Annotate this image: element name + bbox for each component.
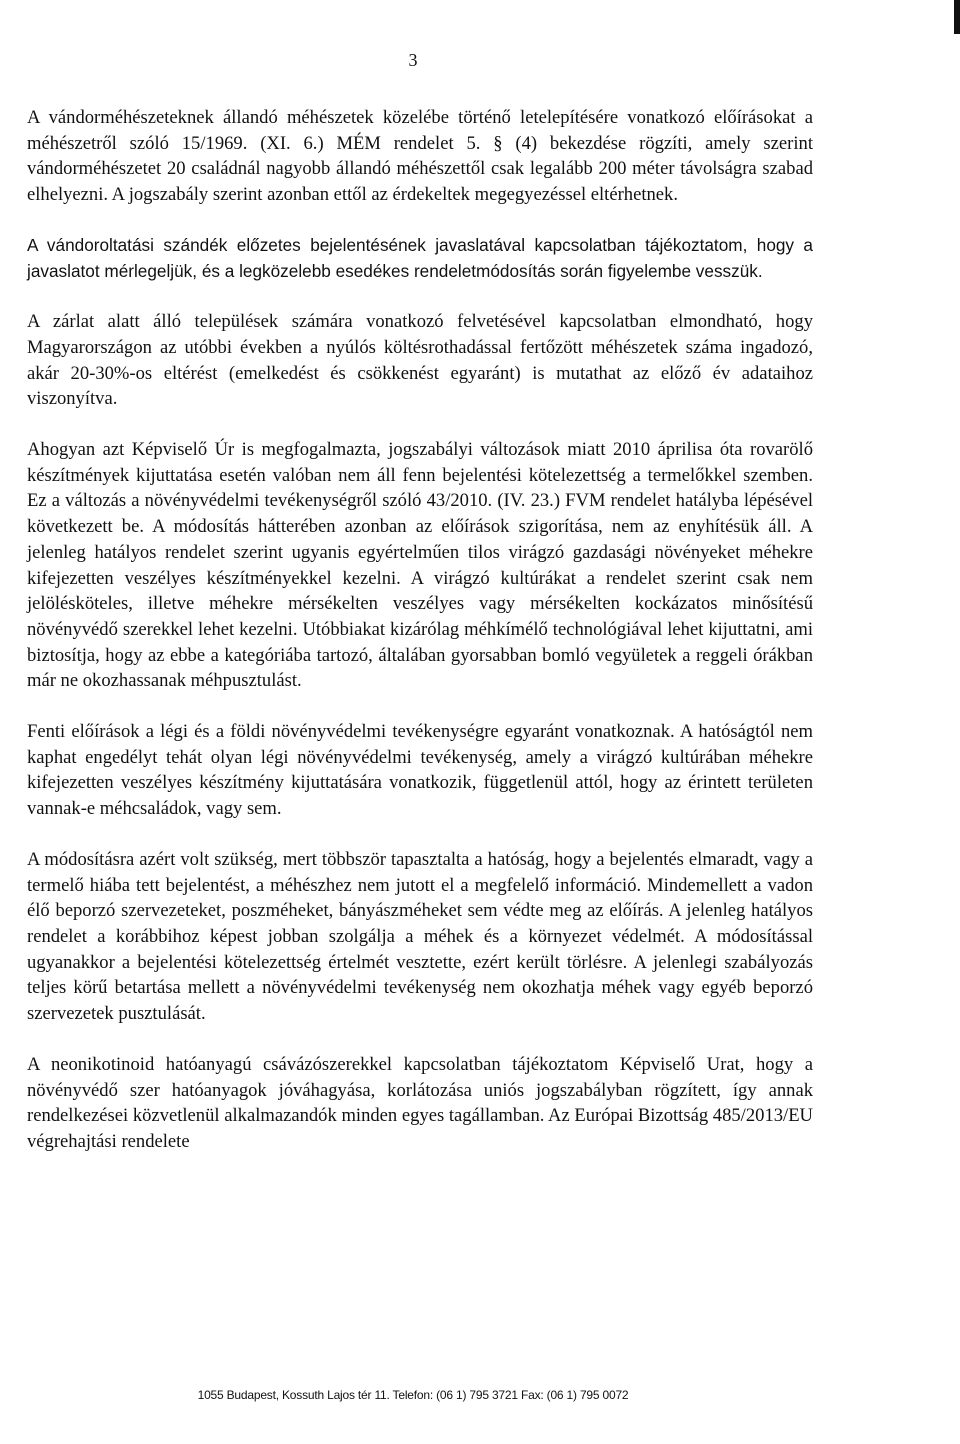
paragraph-insecticide-rules: Ahogyan azt Képviselő Úr is megfogalmazta, jogszabályi változások miatt 2010 áprilisa óta rovarölő készítmények kijuttatása esetén valóban nem áll fenn bejelentési kötelezettség a termelőkkel szemben. Ez a változás a növényvédelmi tevékenységről szóló 43/2010. (IV. 23.) FVM rendelet hatályba lépésével következett be. A módosítás hátterében azonban az előírások szigorítása, nem az enyhítésük áll. A jelenleg hatályos rendelet szerint ugyanis egyértelműen tilos virágzó gazdasági növényeket méhekre kifejezetten veszélyes készítményekkel kezelni. A virágzó kultúrákat a rendelet szerint csak nem jelölésköteles, illetve méhekre mérsékelten veszélyes vagy mérsékelten kockázatos minősítésű növényvédő szerekkel lehet kezelni. Utóbbiakat kizárólag méhkímélő technológiával lehet kijuttatni, ami biztosítja, hogy az ebbe a kategóriába tartozó, általában gyorsabban bomló vegyületek a reggeli órákban már ne okozhassanak méhpusztulást. <box>27 439 813 692</box>
letter-body <box>27 105 813 1180</box>
paragraph-beekeeping-distance: A vándorméhészeteknek állandó méhészetek közelébe történő letelepítésére vonatkozó előírásokat a méhészetről szóló 15/1969. (XI. 6.) MÉM rendelet 5. § (4) bekezdése rögzíti, amely szerint vándorméhészetet 20 családnál nagyobb állandó méhészettől csak legalább 200 méter távolságra szabad elhelyezni. A jogszabály szerint azonban ettől az érdekeltek megegyezéssel eltérhetnek. <box>27 107 813 206</box>
scan-edge-mark <box>954 0 960 34</box>
paragraph-aerial-spraying: Fenti előírások a légi és a földi növényvédelmi tevékenységre egyaránt vonatkoznak. A hatóságtól nem kaphat engedélyt tehát olyan légi növényvédelmi tevékenység, amely a virágzó kultúrában méhekre kifejezetten veszélyes készítmény kijuttatására vonatkozik, függetlenül attól, hogy az érintett területen vannak-e méhcsaládok, vagy sem. <box>27 721 813 820</box>
paragraph-neonicotinoid: A neonikotinoid hatóanyagú csávázószerekkel kapcsolatban tájékoztatom Képviselő Urat, hogy a növényvédő szer hatóanyagok jóváhagyása, korlátozása uniós jogszabályban rögzített, így annak rendelkezései közvetlenül alkalmazandók minden egyes tagállamban. Az Európai Bizottság 485/2013/EU végrehajtási rendelete <box>27 1053 813 1152</box>
paragraph-migration-notice: A vándoroltatási szándék előzetes bejelentésének javaslatával kapcsolatban tájékoztatom, hogy a javaslatot mérlegeljük, és a legközelebb esedékes rendeletmódosítás során figyelembe vesszük. <box>27 234 813 281</box>
footer-address: 1055 Budapest, Kossuth Lajos tér 11. Telefon: (06 1) 795 3721 Fax: (06 1) 795 0072 <box>197 1388 629 1402</box>
paragraph-quarantine: A zárlat alatt álló települések számára vonatkozó felvetésével kapcsolatban elmondható, hogy Magyarországon az utóbbi években a nyúlós költésrothadással fertőzött méhészetek száma ingadozó, akár 20-30%-os eltérést (emelkedést és csökkenést egyaránt) is mutathat az előző év adataihoz viszonyítva. <box>27 311 813 410</box>
page-number: 3 <box>408 50 418 70</box>
paragraph-amendment-reason: A módosításra azért volt szükség, mert többször tapasztalta a hatóság, hogy a bejelentés elmaradt, vagy a termelő hiába tett bejelentést, a méhészhez nem jutott el a megfelelő információ. Mindemellett a vadon élő beporzó szervezeteket, poszméheket, bányászméheket sem védte meg az előírás. A jelenleg hatályos rendelet a korábbihoz képest jobban szolgálja a méhek és a környezet védelmét. A módosítással ugyanakkor a bejelentési kötelezettség értelmét vesztette, ezért került törlésre. A jelenlegi szabályozás teljes körű betartása mellett a növényvédelmi tevékenység nem okozhatja méhek vagy egyéb beporzó szervezetek pusztulását. <box>27 848 813 1025</box>
